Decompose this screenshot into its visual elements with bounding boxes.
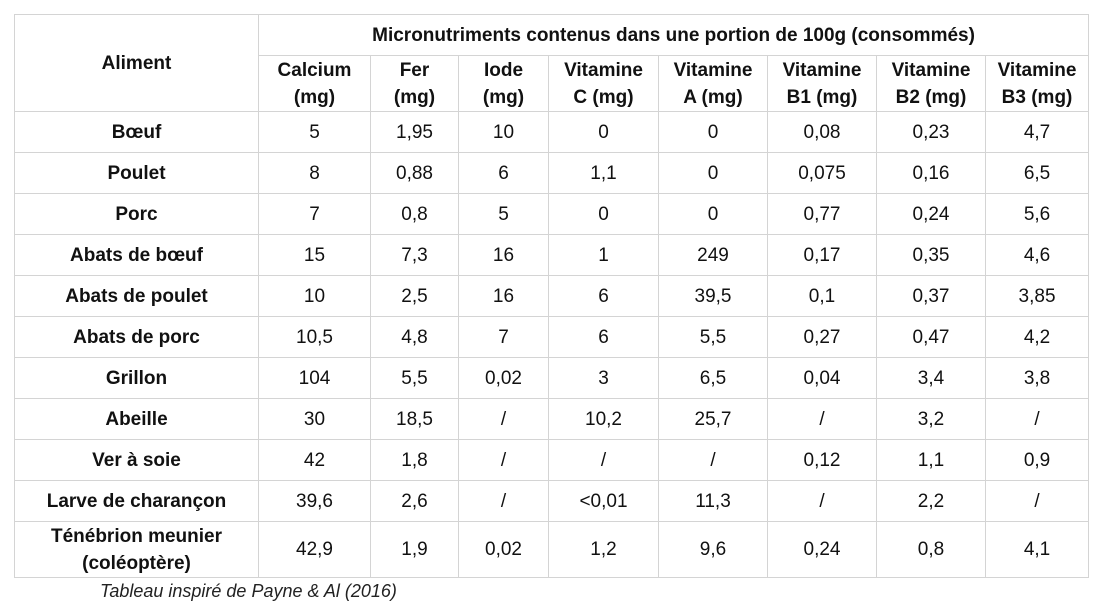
value-cell: 16	[459, 276, 549, 317]
column-header-line: (mg)	[393, 86, 436, 108]
column-header-line: Vitamine	[564, 59, 643, 81]
food-name-cell	[15, 399, 259, 440]
table-row	[15, 358, 1089, 399]
food-name: (coléoptère)	[82, 552, 191, 574]
food-name: Ver à soie	[92, 449, 181, 471]
value-cell: 4,7	[986, 112, 1089, 153]
column-header	[768, 56, 877, 112]
table-row	[15, 317, 1089, 358]
column-header	[877, 56, 986, 112]
food-name: Abats de poulet	[65, 285, 208, 307]
table-row	[15, 153, 1089, 194]
food-name: Larve de charançon	[46, 490, 227, 512]
food-name-cell	[15, 235, 259, 276]
food-name: Bœuf	[111, 121, 162, 143]
value-cell: 10,2	[549, 399, 659, 440]
value-cell: 1,1	[877, 440, 986, 481]
food-name: Abeille	[105, 408, 168, 430]
column-header-line: Fer	[399, 59, 430, 81]
value-cell: 0	[659, 112, 768, 153]
column-header-line: B3 (mg)	[1001, 86, 1073, 108]
table-row	[15, 399, 1089, 440]
food-name-cell	[15, 317, 259, 358]
table-row	[15, 194, 1089, 235]
micronutrients-group-header: Micronutriments contenus dans une portion de 100g (consommés)	[259, 15, 1089, 56]
food-name: Grillon	[105, 367, 168, 389]
food-name-cell	[15, 358, 259, 399]
value-cell: 3,8	[986, 358, 1089, 399]
value-cell: 0,24	[877, 194, 986, 235]
value-cell: 7,3	[371, 235, 459, 276]
column-header	[459, 56, 549, 112]
value-cell: 0,23	[877, 112, 986, 153]
value-cell: /	[459, 481, 549, 522]
value-cell: 0,02	[459, 522, 549, 578]
column-header	[371, 56, 459, 112]
value-cell: 6	[459, 153, 549, 194]
value-cell: 10	[459, 112, 549, 153]
value-cell: 3,4	[877, 358, 986, 399]
column-header	[986, 56, 1089, 112]
column-header	[659, 56, 768, 112]
value-cell: 0,16	[877, 153, 986, 194]
value-cell: 0	[549, 112, 659, 153]
value-cell: 5	[259, 112, 371, 153]
column-header-line: B2 (mg)	[895, 86, 967, 108]
food-name: Poulet	[107, 162, 166, 184]
value-cell: 0	[659, 153, 768, 194]
value-cell: 11,3	[659, 481, 768, 522]
value-cell: 0,075	[768, 153, 877, 194]
table-row	[15, 522, 1089, 578]
column-header-line: Vitamine	[891, 59, 971, 81]
value-cell: 1	[549, 235, 659, 276]
value-cell: 0,88	[371, 153, 459, 194]
value-cell: 0,08	[768, 112, 877, 153]
value-cell: 0,77	[768, 194, 877, 235]
value-cell: 0,17	[768, 235, 877, 276]
value-cell: 16	[459, 235, 549, 276]
food-name: Ténébrion meunier	[50, 525, 223, 547]
value-cell: 5	[459, 194, 549, 235]
value-cell: /	[986, 399, 1089, 440]
value-cell: 18,5	[371, 399, 459, 440]
value-cell: 7	[259, 194, 371, 235]
value-cell: 1,1	[549, 153, 659, 194]
food-name-cell	[15, 440, 259, 481]
food-name: Porc	[115, 203, 158, 225]
column-header-line: Vitamine	[997, 59, 1077, 81]
value-cell: /	[459, 399, 549, 440]
micronutrient-table	[14, 14, 1089, 578]
value-cell: 39,6	[259, 481, 371, 522]
value-cell: 5,5	[371, 358, 459, 399]
food-name-cell	[15, 112, 259, 153]
value-cell: /	[659, 440, 768, 481]
value-cell: 0,04	[768, 358, 877, 399]
table-row	[15, 235, 1089, 276]
value-cell: 5,5	[659, 317, 768, 358]
value-cell: 3,85	[986, 276, 1089, 317]
value-cell: 39,5	[659, 276, 768, 317]
value-cell: /	[986, 481, 1089, 522]
value-cell: 1,2	[549, 522, 659, 578]
value-cell: /	[768, 399, 877, 440]
value-cell: 6	[549, 317, 659, 358]
column-header-line: Vitamine	[673, 59, 753, 81]
value-cell: <0,01	[549, 481, 659, 522]
value-cell: 25,7	[659, 399, 768, 440]
value-cell: 10,5	[259, 317, 371, 358]
value-cell: 10	[259, 276, 371, 317]
food-column-header: Aliment	[15, 15, 259, 112]
column-header-line: A (mg)	[683, 86, 743, 108]
value-cell: 0	[659, 194, 768, 235]
table-header	[15, 15, 1089, 112]
value-cell: 8	[259, 153, 371, 194]
column-header-line: C (mg)	[573, 86, 634, 108]
food-name-cell	[15, 276, 259, 317]
value-cell: 0,8	[877, 522, 986, 578]
food-name-cell	[15, 153, 259, 194]
value-cell: 0,27	[768, 317, 877, 358]
value-cell: 3,2	[877, 399, 986, 440]
value-cell: 0	[549, 194, 659, 235]
value-cell: 0,9	[986, 440, 1089, 481]
value-cell: 42	[259, 440, 371, 481]
food-name-cell	[15, 481, 259, 522]
table-row	[15, 276, 1089, 317]
column-header	[259, 56, 371, 112]
table-row	[15, 481, 1089, 522]
value-cell: 2,5	[371, 276, 459, 317]
value-cell: 3	[549, 358, 659, 399]
value-cell: 0,35	[877, 235, 986, 276]
value-cell: 2,6	[371, 481, 459, 522]
value-cell: 5,6	[986, 194, 1089, 235]
value-cell: 0,02	[459, 358, 549, 399]
column-header-line: B1 (mg)	[786, 86, 858, 108]
food-name-cell	[15, 522, 259, 578]
value-cell: 0,12	[768, 440, 877, 481]
value-cell: 4,2	[986, 317, 1089, 358]
column-header-line: (mg)	[293, 86, 336, 108]
column-header-line: Vitamine	[782, 59, 862, 81]
column-header-line: (mg)	[482, 86, 525, 108]
value-cell: 0,24	[768, 522, 877, 578]
food-name-cell	[15, 194, 259, 235]
value-cell: 4,6	[986, 235, 1089, 276]
value-cell: 249	[659, 235, 768, 276]
value-cell: 104	[259, 358, 371, 399]
column-header-line: Iode	[483, 59, 524, 81]
value-cell: 7	[459, 317, 549, 358]
value-cell: 1,95	[371, 112, 459, 153]
value-cell: 0,37	[877, 276, 986, 317]
value-cell: /	[459, 440, 549, 481]
value-cell: /	[549, 440, 659, 481]
source-note: Tableau inspiré de Payne & Al (2016)	[100, 581, 397, 601]
value-cell: 0,1	[768, 276, 877, 317]
food-name: Abats de porc	[73, 326, 200, 348]
value-cell: 9,6	[659, 522, 768, 578]
value-cell: 6	[549, 276, 659, 317]
value-cell: 30	[259, 399, 371, 440]
table-body	[15, 112, 1089, 578]
value-cell: 4,1	[986, 522, 1089, 578]
value-cell: 15	[259, 235, 371, 276]
value-cell: 1,9	[371, 522, 459, 578]
table-row	[15, 440, 1089, 481]
value-cell: 42,9	[259, 522, 371, 578]
value-cell: 0,8	[371, 194, 459, 235]
column-header	[549, 56, 659, 112]
value-cell: /	[768, 481, 877, 522]
value-cell: 2,2	[877, 481, 986, 522]
value-cell: 6,5	[986, 153, 1089, 194]
value-cell: 4,8	[371, 317, 459, 358]
value-cell: 0,47	[877, 317, 986, 358]
column-header-line: Calcium	[277, 59, 352, 81]
food-name: Abats de bœuf	[70, 244, 203, 266]
table-row	[15, 112, 1089, 153]
value-cell: 1,8	[371, 440, 459, 481]
value-cell: 6,5	[659, 358, 768, 399]
